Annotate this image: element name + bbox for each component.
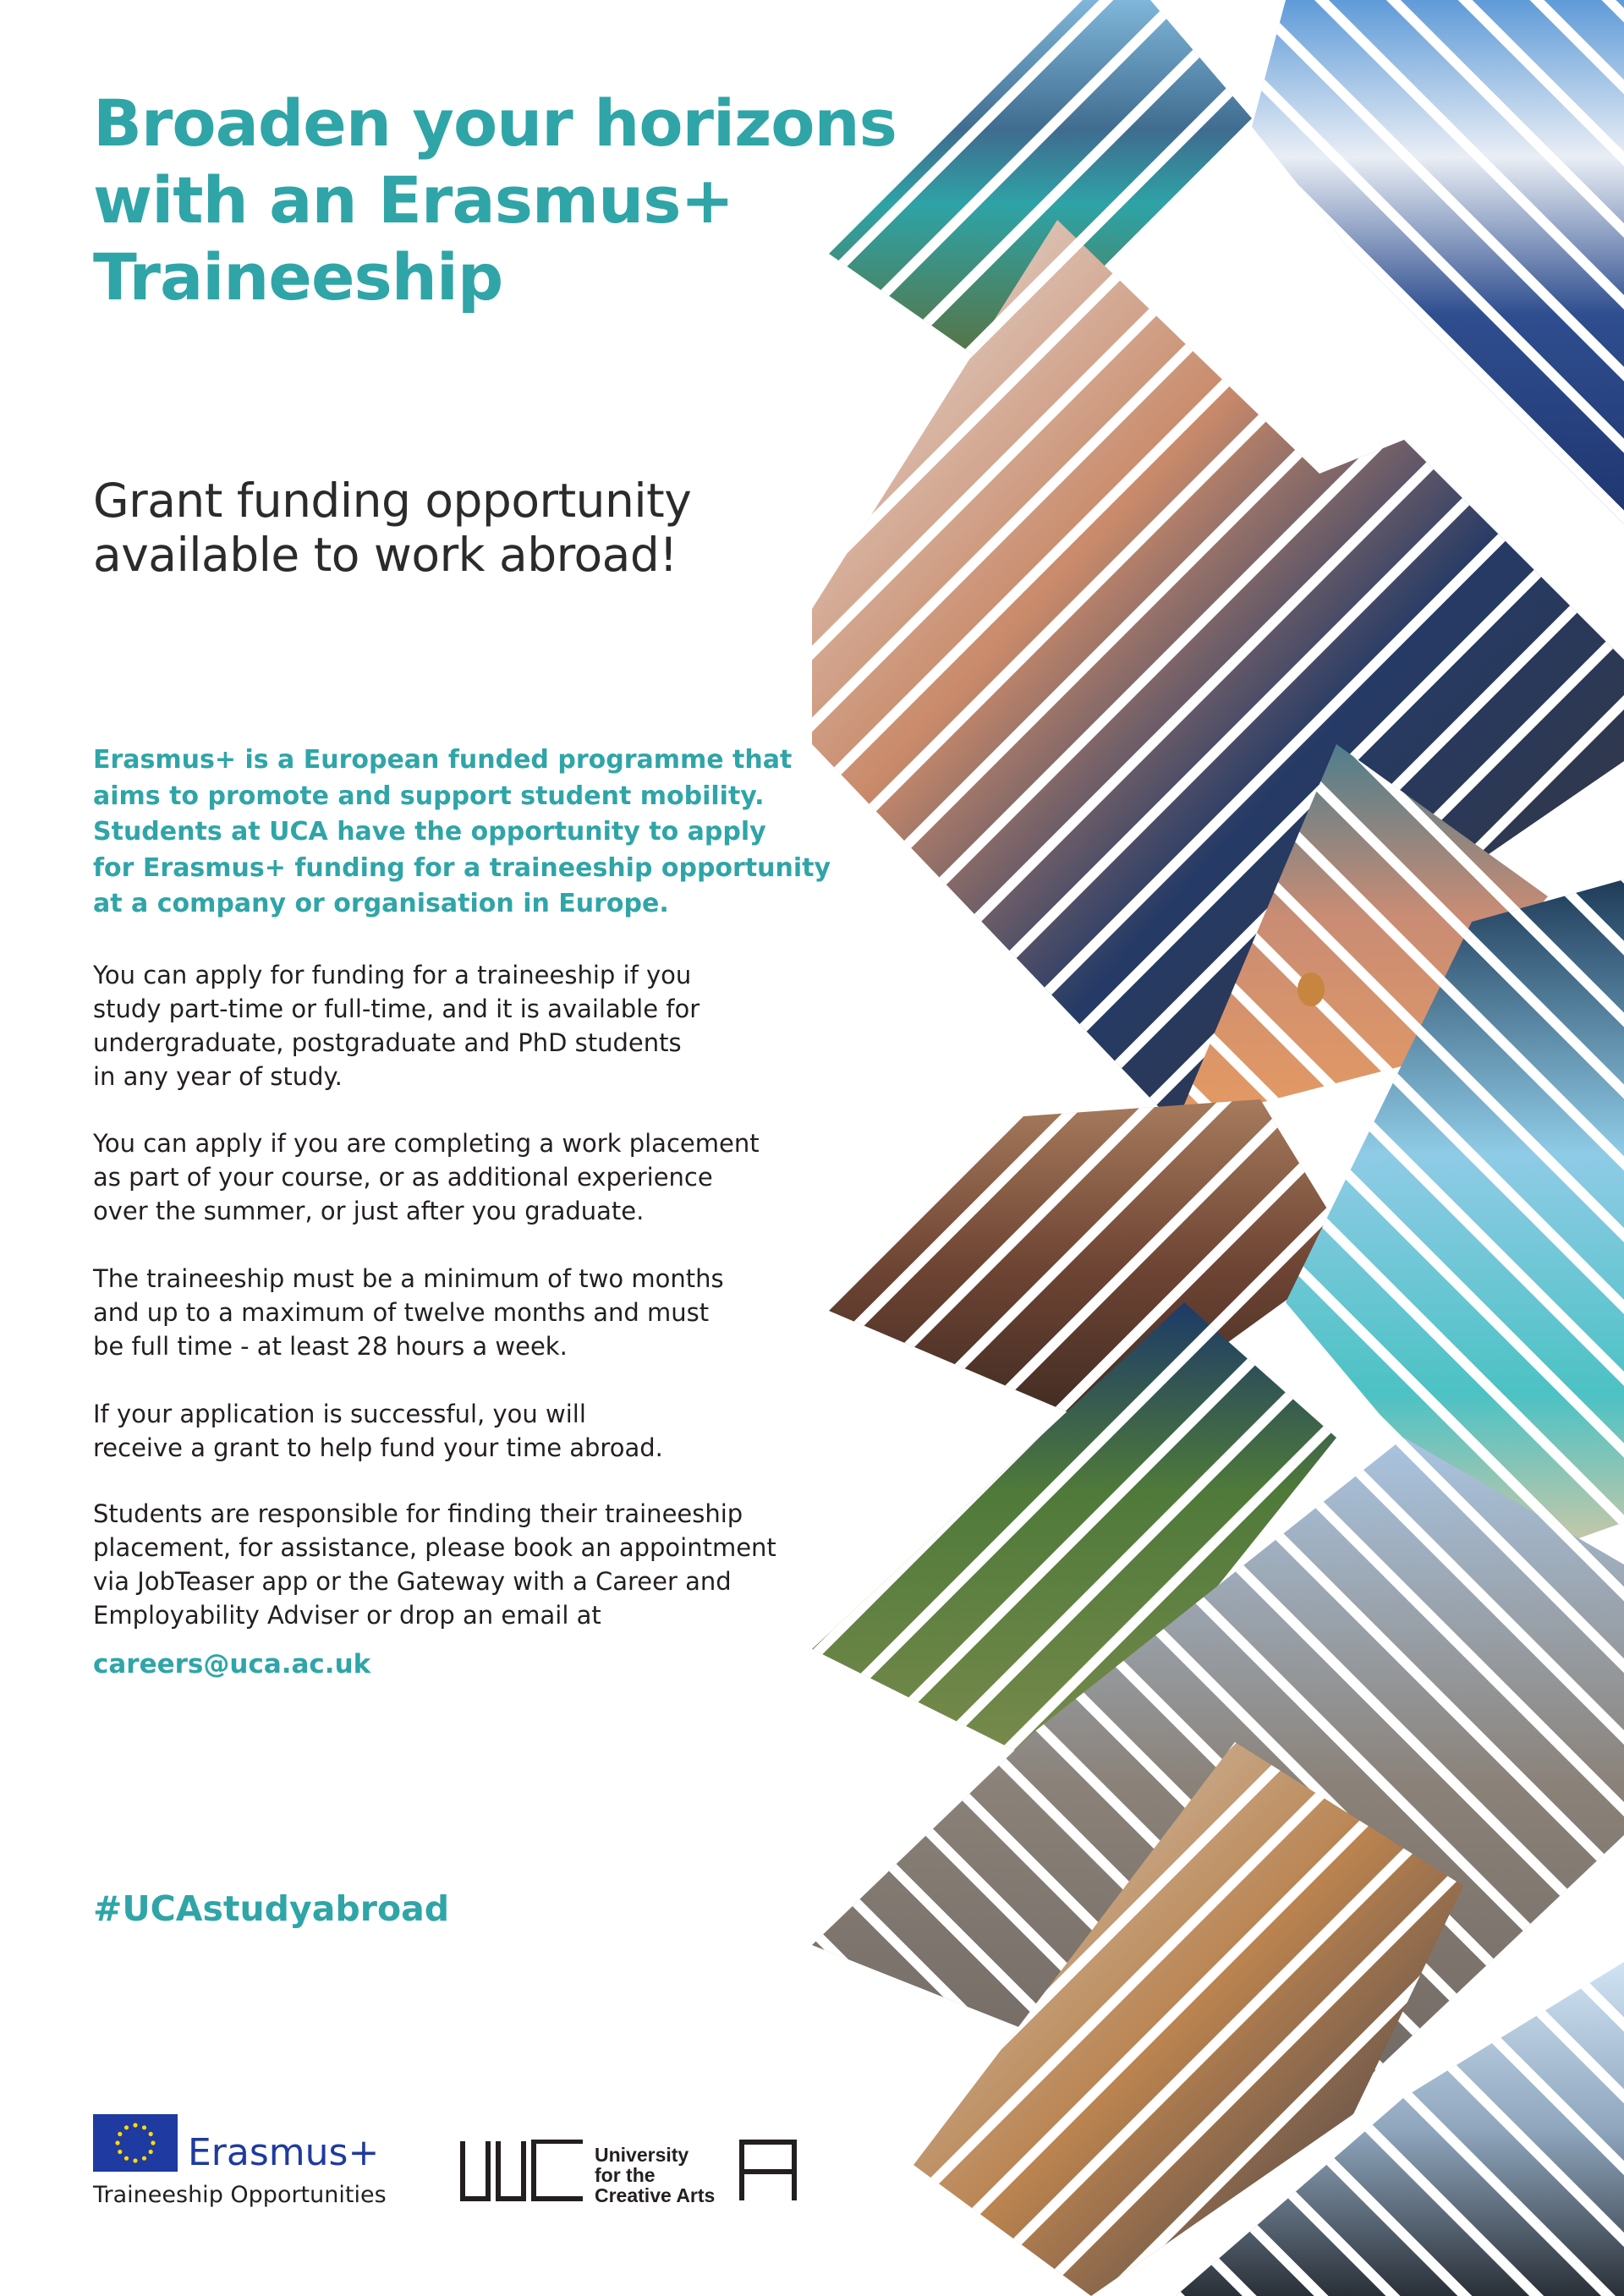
erasmus-logo (93, 2114, 431, 2207)
eu-stars-icon (93, 2114, 178, 2172)
subtitle-line: Grant funding opportunity (93, 474, 692, 528)
paragraph-line: Students are responsible for finding their traineeship (93, 1499, 743, 1528)
erasmus-wordmark: Erasmus+ (188, 2131, 380, 2174)
eligibility-paragraph (93, 958, 700, 1093)
careers-email-link[interactable]: careers@uca.ac.uk (93, 1649, 371, 1680)
eu-star-icon (124, 2156, 129, 2161)
erasmus-tagline: Traineeship Opportunities (93, 2182, 387, 2208)
paragraph-line: study part-time or full-time, and it is available for (93, 995, 700, 1023)
subtitle-line: available to work abroad! (93, 528, 678, 582)
eu-star-icon (115, 2140, 119, 2145)
subtitle (93, 474, 691, 582)
paragraph-line: The traineeship must be a minimum of two months (93, 1264, 724, 1293)
paragraph-line: receive a grant to help fund your time abroad. (93, 1433, 663, 1462)
eu-star-icon (149, 2132, 153, 2136)
title-line: Traineeship (93, 239, 503, 315)
eu-star-icon (149, 2150, 153, 2154)
intro-line: Erasmus+ is a European funded programme that (93, 745, 793, 775)
paragraph-line: as part of your course, or as additional experience (93, 1163, 713, 1192)
uca-name-line: for the (595, 2164, 656, 2186)
paragraph-line: in any year of study. (93, 1062, 343, 1091)
paragraph-line: via JobTeaser app or the Gateway with a Career and (93, 1567, 732, 1596)
paragraph-line: Employability Adviser or drop an email at (93, 1601, 601, 1630)
title-line: with an Erasmus+ (93, 162, 734, 238)
intro-line: Students at UCA have the opportunity to apply (93, 817, 766, 847)
photo-collage (812, 0, 1624, 2296)
eu-star-icon (151, 2140, 155, 2145)
page-title (93, 85, 897, 315)
uca-name-line: Creative Arts (595, 2184, 716, 2206)
eu-star-icon (142, 2156, 146, 2161)
hashtag: #UCAstudyabroad (93, 1888, 450, 1929)
paragraph-line: You can apply for funding for a traineeship if you (93, 961, 692, 989)
eu-star-icon (118, 2150, 122, 2154)
grant-paragraph (93, 1397, 663, 1465)
paragraph-line: If your application is successful, you will (93, 1400, 586, 1428)
intro-paragraph (93, 743, 831, 923)
eu-star-icon (142, 2125, 146, 2129)
uca-name-line: University (595, 2144, 689, 2166)
duration-paragraph (93, 1262, 724, 1363)
paragraph-line: over the summer, or just after you graduate. (93, 1197, 645, 1225)
scene-rocky-town (829, 1099, 1353, 1429)
intro-line: aims to promote and support student mobility. (93, 781, 765, 811)
scene-snowy-mountains (1252, 0, 1624, 524)
eu-star-icon (124, 2125, 129, 2129)
uca-logo (459, 2140, 798, 2207)
paragraph-line: and up to a maximum of twelve months and must (93, 1298, 710, 1327)
title-line: Broaden your horizons (93, 85, 897, 161)
eu-star-icon (118, 2132, 122, 2136)
intro-line: at a company or organisation in Europe. (93, 889, 669, 918)
uca-monogram-icon (459, 2140, 586, 2202)
eu-flag-icon (93, 2114, 178, 2172)
paragraph-line: You can apply if you are completing a work placement (93, 1129, 760, 1158)
paragraph-line: placement, for assistance, please book an appointment (93, 1533, 776, 1562)
eu-star-icon (133, 2123, 137, 2127)
eu-star-icon (133, 2158, 137, 2162)
assistance-paragraph (93, 1497, 776, 1632)
paragraph-line: undergraduate, postgraduate and PhD students (93, 1028, 682, 1057)
uca-name (595, 2145, 715, 2206)
paragraph-line: be full time - at least 28 hours a week. (93, 1332, 568, 1361)
intro-line: for Erasmus+ funding for a traineeship opportunity (93, 852, 831, 883)
placement-paragraph (93, 1126, 760, 1228)
uca-a-icon (738, 2140, 798, 2202)
